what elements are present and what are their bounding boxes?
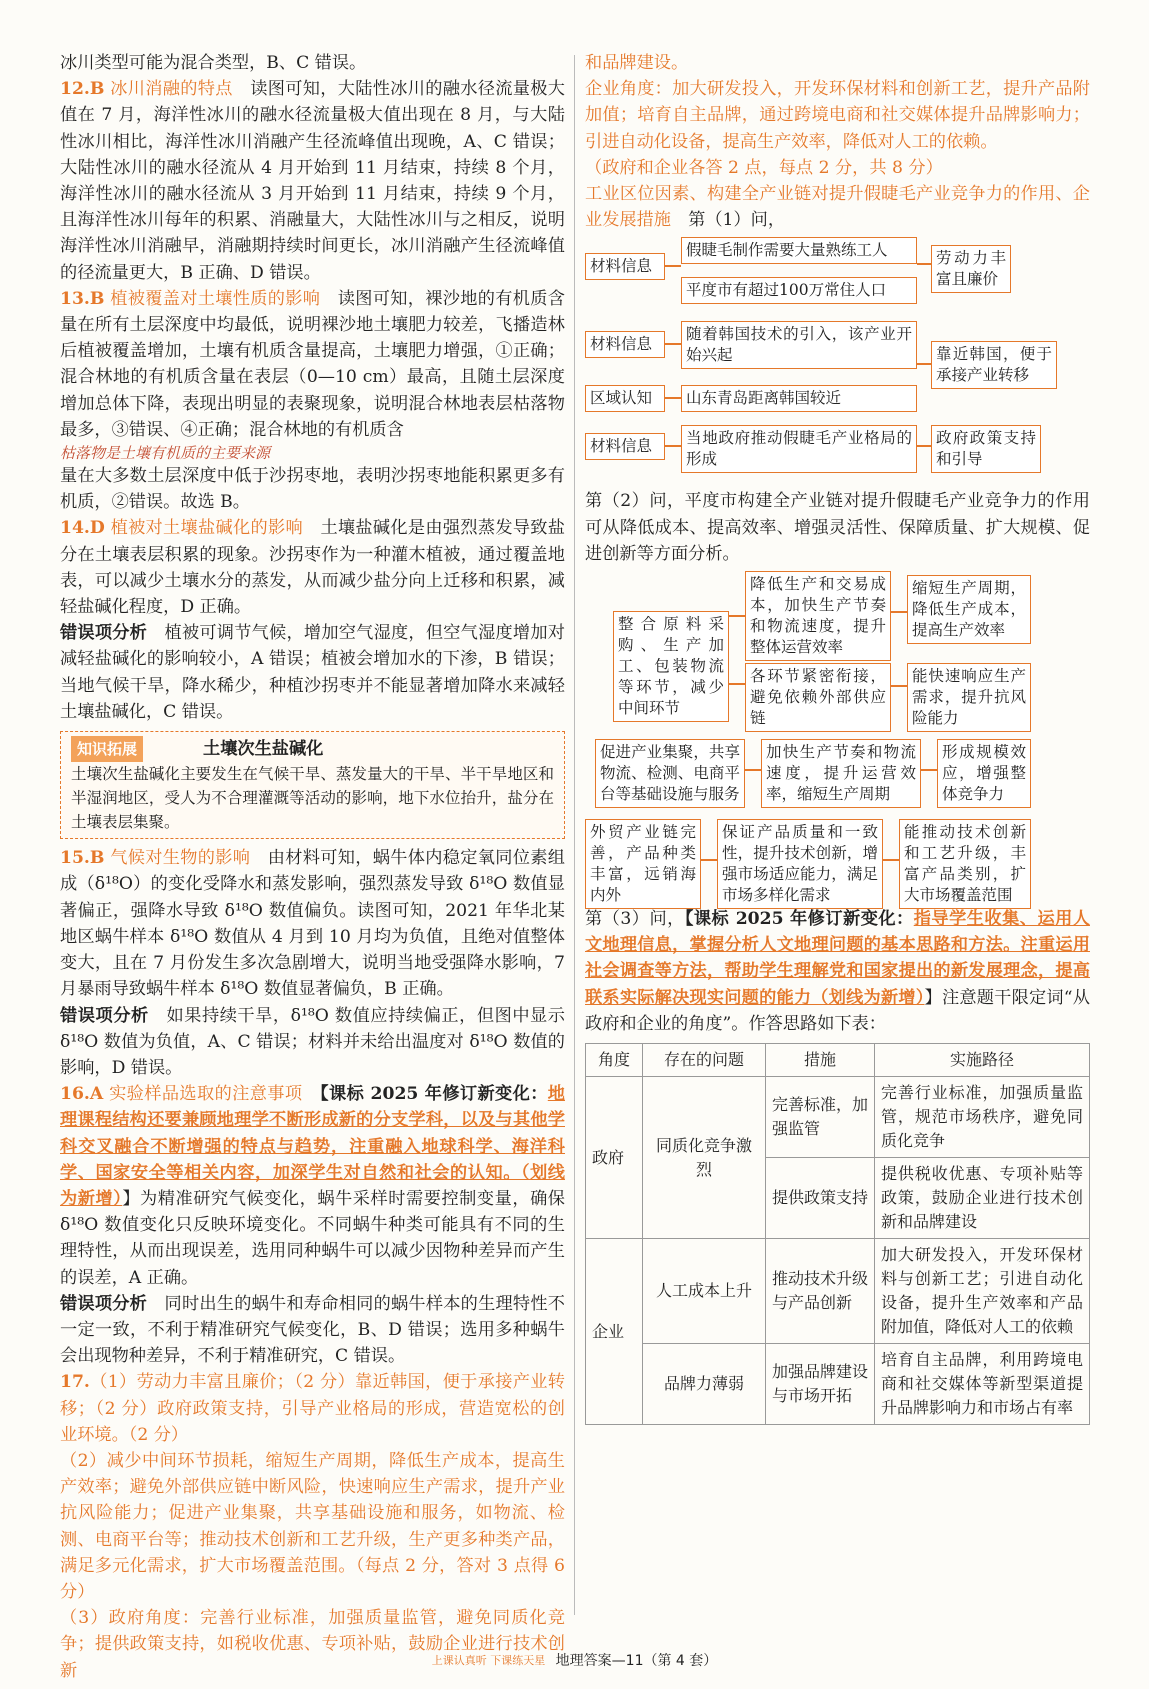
table-row: [586, 1239, 1090, 1344]
diagram-node: 整合原料采购、生产加工、包装物流等环节，减少中间环节: [613, 611, 729, 722]
error-analysis-14: 错误项分析 植被可调节气候，增加空气湿度，但空气湿度增加对减轻盐碱化的影响较小，A 错误；植被会增加水的下渗，B 错误；当地气候干旱，降水稀少，种植沙拐枣并不能显著增加降水来减轻土壤盐碱化，C 错误。: [60, 623, 565, 722]
error-analysis-16: 错误项分析 同时出生的蜗牛和寿命相同的蜗牛样本的生理特性不一定一致，不利于精准研究气候变化，B、D 错误；选用多种蜗牛会出现物种差异，不利于精准研究，C 错误。: [60, 1293, 565, 1367]
analysis-paragraph-3: 第（3）问，【课标 2025 年修订新变化：指导学生收集、运用人文地理信息，掌握分析人文地理问题的基本思路和方法。注重运用社会调查等方法，帮助学生理解党和国家提出的新发展理念，提高联系实际解决现实问题的能力（划线为新增）】注意题干限定词“从政府和企业的角度”。作答思路如下表：: [585, 909, 1090, 1034]
table-header: 措施: [766, 1044, 875, 1077]
table-header: 存在的问题: [643, 1044, 766, 1077]
diagram-node: 平度市有超过100万常住人口: [681, 277, 917, 304]
diagram-node: 随着韩国技术的引入，该产业开始兴起: [681, 321, 917, 369]
table-cell: 完善行业标准，加强质量监管，规范市场秩序，避免同质化竞争: [875, 1077, 1090, 1158]
page-footer: [0, 1650, 1149, 1670]
diagram-node: 加快生产节奏和物流速度，提升运营效率，缩短生产周期: [761, 739, 921, 808]
paragraph: 和品牌建设。: [585, 53, 689, 73]
publisher-logo: 上课认真听 下课练天星: [431, 1654, 546, 1667]
answer-15: 15.B 气候对生物的影响 由材料可知，蜗牛体内稳定氧同位素组成（δ¹⁸O）的变化受降水和蒸发影响，强烈蒸发导致 δ¹⁸O 数值显著偏正，强降水导致 δ¹⁸O 数值偏负。读图可知，2021 年华北某地区蜗牛样本 δ¹⁸O 数值从 4 月到 10 月均为负值，且绝对值整体变大，且在 7 月份发生多次急剧增大，说明当地受强降水影响，7 月暴雨导致蜗牛样本 δ¹⁸O 数值显著偏负，B 正确。: [60, 848, 565, 1000]
table-cell: 提供政策支持: [766, 1158, 875, 1239]
answer-17-3: （3）政府角度：完善行业标准，加强质量监管，避免同质化竞争；提供政策支持，如税收优惠、专项补贴，鼓励企业进行技术创新: [60, 1608, 565, 1681]
table-cell: 推动技术升级与产品创新: [766, 1239, 875, 1344]
diagram-node: 各环节紧密衔接，避免依赖外部供应链: [745, 663, 891, 732]
diagram-node: 当地政府推动假睫毛产业格局的形成: [681, 425, 917, 473]
table-header-row: [586, 1044, 1090, 1077]
answer-13: 13.B 植被覆盖对土壤性质的影响 读图可知，裸沙地的有机质含量在所有土层深度中均最低，说明裸沙地土壤肥力较差，飞播造林后植被覆盖增加，土壤有机质含量提高，土壤肥力增强，①正确；混合林地的有机质含量在表层（0—10 cm）最高，且随土层深度增加总体下降，表现出明显的表聚现象，说明混合林地表层枯落物最多，③错误、④正确；混合林地的有机质含: [60, 288, 565, 440]
flow-diagram-1: [585, 233, 1090, 488]
diagram-node: 保证产品质量和一致性，提升技术创新，增强市场适应能力，满足市场多样化需求: [717, 819, 883, 909]
table-cell: 企业: [586, 1239, 643, 1425]
diagram-node: 材料信息: [585, 433, 665, 460]
answer-table: [585, 1043, 1090, 1425]
diagram-node: 能推动技术创新和工艺升级，丰富产品类别，扩大市场覆盖范围: [899, 819, 1031, 909]
table-row: [586, 1077, 1090, 1158]
table-cell: 加强品牌建设与市场开拓: [766, 1344, 875, 1425]
answer-17-1: 17.（1）劳动力丰富且廉价；（2 分）靠近韩国，便于承接产业转移；（2 分）政府政策支持，引导产业格局的形成，营造宽松的创业环境。（2 分）: [60, 1372, 565, 1445]
diagram-node: 劳动力丰富且廉价: [931, 245, 1011, 293]
diagram-node: 降低生产和交易成本，加快生产节奏和物流速度，提升整体运营效率: [745, 571, 891, 661]
table-cell: 完善标准，加强监管: [766, 1077, 875, 1158]
answer-12: 12.B 冰川消融的特点 读图可知，大陆性冰川的融水径流量极大值在 7 月，海洋性冰川的融水径流量极大值出现在 8 月，与大陆性冰川相比，海洋性冰川消融产生径流峰值出现晚，A、C 错误；大陆性冰川的融水径流从 4 月开始到 11 月结束，持续 8 个月，海洋性冰川的融水径流从 3 月开始到 11 月结束，持续 9 个月，且海洋性冰川每年的积累、消融量大，大陆性冰川与之相反，说明海洋性冰川消融早，消融期持续时间更长，冰川消融产生径流峰值的径流量更大，B 正确、D 错误。: [60, 79, 565, 283]
handwritten-note: 枯落物是土壤有机质的主要来源: [60, 444, 271, 463]
knowledge-box: [60, 731, 565, 839]
diagram-node: 假睫毛制作需要大量熟练工人: [681, 237, 917, 264]
knowledge-label: 知识拓展: [71, 736, 143, 762]
analysis-paragraph: 第（2）问，平度市构建全产业链对提升假睫毛产业竞争力的作用可从降低成本、提高效率、增强灵活性、保障质量、扩大规模、促进创新等方面分析。: [585, 491, 1090, 564]
analysis-heading: 工业区位因素、构建全产业链对提升假睫毛产业竞争力的作用、企业发展措施 第（1）问，: [585, 184, 1090, 231]
diagram-node: 能快速响应生产需求，提升抗风险能力: [907, 663, 1031, 732]
diagram-node: 靠近韩国，便于承接产业转移: [931, 341, 1057, 389]
table-cell: 政府: [586, 1077, 643, 1239]
diagram-node: 区域认知: [585, 385, 665, 412]
diagram-node: 政府政策支持和引导: [931, 425, 1041, 473]
diagram-node: 形成规模效应，增强整体竞争力: [937, 739, 1031, 808]
diagram-node: 材料信息: [585, 253, 665, 280]
answer-17-2: （2）减少中间环节损耗，缩短生产周期，降低生产成本，提高生产效率；避免外部供应链中断风险，快速响应生产需求，提升产业抗风险能力；促进产业集聚，共享基础设施和服务，如物流、检测、电商平台等；推动技术创新和工艺升级，生产更多种类产品，满足多元化需求，扩大市场覆盖范围。（每点 2 分，答对 3 点得 6 分）: [60, 1450, 565, 1602]
table-header: 实施路径: [875, 1044, 1090, 1077]
table-cell: 培育自主品牌，利用跨境电商和社交媒体等新型渠道提升品牌影响力和市场占有率: [875, 1344, 1090, 1425]
knowledge-title: 土壤次生盐碱化: [203, 739, 324, 760]
table-header: 角度: [586, 1044, 643, 1077]
footer-text: 地理答案—11（第 4 套）: [555, 1653, 718, 1669]
knowledge-text: 土壤次生盐碱化主要发生在气候干旱、蒸发量大的干旱、半干旱地区和半湿润地区，受人为不合理灌溉等活动的影响，地下水位抬升，盐分在土壤表层集聚。: [71, 765, 554, 832]
paragraph: 企业角度：加大研发投入，开发环保材料和创新工艺，提升产品附加值；培育自主品牌，通过跨境电商和社交媒体提升品牌影响力；引进自动化设备，提高生产效率，降低对人工的依赖。: [585, 79, 1090, 152]
left-column: [60, 50, 565, 1684]
diagram-node: 促进产业集聚，共享物流、检测、电商平台等基础设施与服务: [595, 739, 745, 808]
column-divider: [574, 55, 575, 1615]
diagram-node: 山东青岛距离韩国较近: [681, 385, 917, 412]
table-cell: 同质化竞争激烈: [643, 1077, 766, 1239]
table-cell: 品牌力薄弱: [643, 1344, 766, 1425]
diagram-node: 缩短生产周期，降低生产成本，提高生产效率: [907, 575, 1031, 644]
flow-diagram-2: [585, 571, 1090, 906]
table-cell: 人工成本上升: [643, 1239, 766, 1344]
answer-16: 16.A 实验样品选取的注意事项 【课标 2025 年修订新变化：地理课程结构还要兼顾地理学不断形成新的分支学科，以及与其他学科交叉融合不断增强的特点与趋势，注重融入地球科学、海洋科学、国家安全等相关内容，加深学生对自然和社会的认知。（划线为新增）】为精准研究气候变化，蜗牛采样时需要控制变量，确保 δ¹⁸O 数值变化只反映环境变化。不同蜗牛种类可能具有不同的生理特性，从而出现误差，选用同种蜗牛可以减少因物种差异而产生的误差，A 正确。: [60, 1084, 565, 1288]
diagram-node: 外贸产业链完善，产品种类丰富，远销海内外: [585, 819, 701, 909]
error-analysis-15: 错误项分析 如果持续干旱，δ¹⁸O 数值应持续偏正，但图中显示 δ¹⁸O 数值为负值，A、C 错误；材料并未给出温度对 δ¹⁸O 数值的影响，D 错误。: [60, 1005, 565, 1078]
table-cell: 提供税收优惠、专项补贴等政策，鼓励企业进行技术创新和品牌建设: [875, 1158, 1090, 1239]
table-cell: 加大研发投入，开发环保材料与创新工艺；引进自动化设备，提升生产效率和产品附加值，降低对人工的依赖: [875, 1239, 1090, 1344]
right-column: [585, 50, 1090, 1425]
answer-14: 14.D 植被对土壤盐碱化的影响 土壤盐碱化是由强烈蒸发导致盐分在土壤表层积累的现象。沙拐枣作为一种灌木植被，通过覆盖地表，可以减少土壤水分的蒸发，从而减少盐分向上迁移和积累，减轻盐碱化程度，D 正确。: [60, 518, 565, 618]
answer-13-cont: 量在大多数土层深度中低于沙拐枣地，表明沙拐枣地能积累更多有机质，②错误。故选 B。: [60, 466, 565, 513]
paragraph: 冰川类型可能为混合类型，B、C 错误。: [60, 53, 367, 73]
paragraph: （政府和企业各答 2 点，每点 2 分，共 8 分）: [585, 157, 943, 178]
diagram-node: 材料信息: [585, 331, 665, 358]
table-row: [586, 1344, 1090, 1425]
